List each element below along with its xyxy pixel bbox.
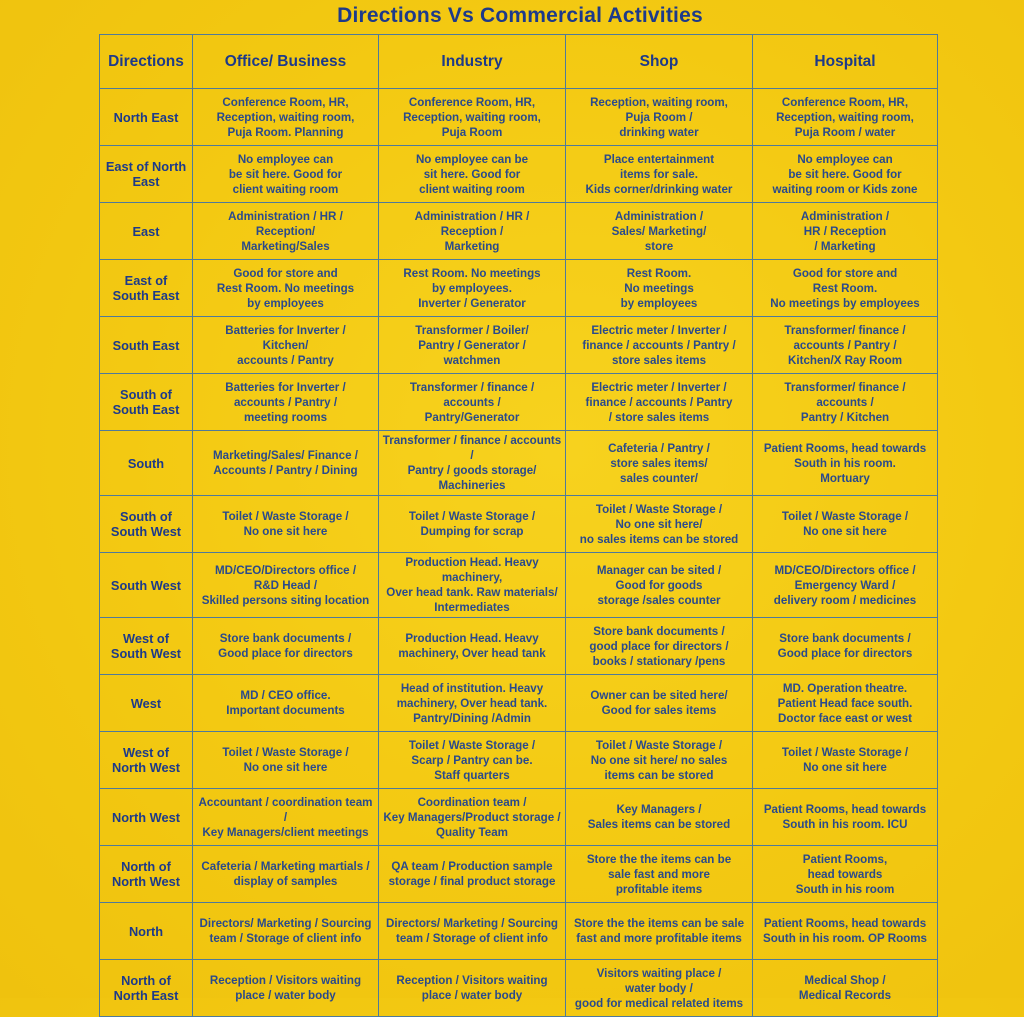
- office-business-cell: No employee can be sit here. Good for client waiting room: [193, 146, 379, 203]
- table-row: [100, 431, 938, 496]
- shop-cell: Rest Room. No meetings by employees: [566, 260, 753, 317]
- hospital-cell: Store bank documents / Good place for directors: [753, 618, 938, 675]
- industry-cell: Transformer / finance / accounts / Pantry / goods storage/ Machineries: [379, 431, 566, 496]
- office-business-cell: Store bank documents / Good place for directors: [193, 618, 379, 675]
- page-title: Directions Vs Commercial Activities: [337, 4, 703, 27]
- header-hospital: Hospital: [753, 35, 938, 89]
- hospital-cell: Toilet / Waste Storage / No one sit here: [753, 496, 938, 553]
- direction-cell: West: [100, 675, 193, 732]
- office-business-cell: Batteries for Inverter / Kitchen/ accounts / Pantry: [193, 317, 379, 374]
- table-row: [100, 146, 938, 203]
- hospital-cell: Administration / HR / Reception / Marketing: [753, 203, 938, 260]
- table-row: [100, 789, 938, 846]
- office-business-cell: Toilet / Waste Storage / No one sit here: [193, 732, 379, 789]
- industry-cell: Toilet / Waste Storage / Scarp / Pantry can be. Staff quarters: [379, 732, 566, 789]
- table-row: [100, 553, 938, 618]
- shop-cell: Owner can be sited here/ Good for sales items: [566, 675, 753, 732]
- hospital-cell: No employee can be sit here. Good for waiting room or Kids zone: [753, 146, 938, 203]
- table-row: [100, 203, 938, 260]
- hospital-cell: Transformer/ finance / accounts / Pantry / Kitchen/X Ray Room: [753, 317, 938, 374]
- hospital-cell: Toilet / Waste Storage / No one sit here: [753, 732, 938, 789]
- hospital-cell: Patient Rooms, head towards South in his room. ICU: [753, 789, 938, 846]
- shop-cell: Visitors waiting place / water body / good for medical related items: [566, 960, 753, 1017]
- hospital-cell: Patient Rooms, head towards South in his room. OP Rooms: [753, 903, 938, 960]
- hospital-cell: MD/CEO/Directors office / Emergency Ward / delivery room / medicines: [753, 553, 938, 618]
- shop-cell: Electric meter / Inverter / finance / accounts / Pantry / store sales items: [566, 374, 753, 431]
- direction-cell: West of North West: [100, 732, 193, 789]
- industry-cell: Transformer / Boiler/ Pantry / Generator / watchmen: [379, 317, 566, 374]
- industry-cell: Rest Room. No meetings by employees. Inverter / Generator: [379, 260, 566, 317]
- header-directions: Directions: [100, 35, 193, 89]
- direction-cell: North of North West: [100, 846, 193, 903]
- shop-cell: Electric meter / Inverter / finance / accounts / Pantry / store sales items: [566, 317, 753, 374]
- direction-cell: North: [100, 903, 193, 960]
- direction-cell: East of North East: [100, 146, 193, 203]
- shop-cell: Toilet / Waste Storage / No one sit here/ no sales items can be stored: [566, 732, 753, 789]
- shop-cell: Administration / Sales/ Marketing/ store: [566, 203, 753, 260]
- industry-cell: Conference Room, HR, Reception, waiting room, Puja Room: [379, 89, 566, 146]
- direction-cell: South West: [100, 553, 193, 618]
- header-shop: Shop: [566, 35, 753, 89]
- table-row: [100, 374, 938, 431]
- table-row: [100, 732, 938, 789]
- office-business-cell: Cafeteria / Marketing martials / display of samples: [193, 846, 379, 903]
- shop-cell: Store bank documents / good place for directors / books / stationary /pens: [566, 618, 753, 675]
- office-business-cell: Toilet / Waste Storage / No one sit here: [193, 496, 379, 553]
- hospital-cell: Conference Room, HR, Reception, waiting room, Puja Room / water: [753, 89, 938, 146]
- direction-cell: North of North East: [100, 960, 193, 1017]
- industry-cell: Directors/ Marketing / Sourcing team / Storage of client info: [379, 903, 566, 960]
- office-business-cell: Accountant / coordination team / Key Managers/client meetings: [193, 789, 379, 846]
- office-business-cell: MD / CEO office. Important documents: [193, 675, 379, 732]
- header-row: [100, 35, 938, 89]
- office-business-cell: Reception / Visitors waiting place / water body: [193, 960, 379, 1017]
- office-business-cell: Conference Room, HR, Reception, waiting room, Puja Room. Planning: [193, 89, 379, 146]
- industry-cell: Reception / Visitors waiting place / water body: [379, 960, 566, 1017]
- office-business-cell: Marketing/Sales/ Finance / Accounts / Pantry / Dining: [193, 431, 379, 496]
- hospital-cell: Transformer/ finance / accounts / Pantry / Kitchen: [753, 374, 938, 431]
- table-row: [100, 675, 938, 732]
- shop-cell: Store the the items can be sale fast and more profitable items: [566, 903, 753, 960]
- table-row: [100, 618, 938, 675]
- direction-cell: South of South East: [100, 374, 193, 431]
- table-row: [100, 903, 938, 960]
- direction-cell: North West: [100, 789, 193, 846]
- shop-cell: Manager can be sited / Good for goods storage /sales counter: [566, 553, 753, 618]
- office-business-cell: MD/CEO/Directors office / R&D Head / Skilled persons siting location: [193, 553, 379, 618]
- hospital-cell: MD. Operation theatre. Patient Head face south. Doctor face east or west: [753, 675, 938, 732]
- office-business-cell: Directors/ Marketing / Sourcing team / Storage of client info: [193, 903, 379, 960]
- office-business-cell: Batteries for Inverter / accounts / Pantry / meeting rooms: [193, 374, 379, 431]
- header-office-business: Office/ Business: [193, 35, 379, 89]
- shop-cell: Key Managers / Sales items can be stored: [566, 789, 753, 846]
- direction-cell: South of South West: [100, 496, 193, 553]
- industry-cell: Production Head. Heavy machinery, Over head tank. Raw materials/ Intermediates: [379, 553, 566, 618]
- industry-cell: Coordination team / Key Managers/Product storage / Quality Team: [379, 789, 566, 846]
- direction-cell: South: [100, 431, 193, 496]
- hospital-cell: Medical Shop / Medical Records: [753, 960, 938, 1017]
- industry-cell: No employee can be sit here. Good for client waiting room: [379, 146, 566, 203]
- shop-cell: Place entertainment items for sale. Kids corner/drinking water: [566, 146, 753, 203]
- directions-table: [99, 34, 938, 1017]
- shop-cell: Store the the items can be sale fast and more profitable items: [566, 846, 753, 903]
- industry-cell: Transformer / finance / accounts / Pantry/Generator: [379, 374, 566, 431]
- table-row: [100, 89, 938, 146]
- direction-cell: East of South East: [100, 260, 193, 317]
- industry-cell: Administration / HR / Reception / Marketing: [379, 203, 566, 260]
- table-row: [100, 317, 938, 374]
- hospital-cell: Patient Rooms, head towards South in his room: [753, 846, 938, 903]
- hospital-cell: Good for store and Rest Room. No meetings by employees: [753, 260, 938, 317]
- office-business-cell: Administration / HR / Reception/ Marketing/Sales: [193, 203, 379, 260]
- table-row: [100, 496, 938, 553]
- header-industry: Industry: [379, 35, 566, 89]
- industry-cell: Head of institution. Heavy machinery, Over head tank. Pantry/Dining /Admin: [379, 675, 566, 732]
- hospital-cell: Patient Rooms, head towards South in his room. Mortuary: [753, 431, 938, 496]
- office-business-cell: Good for store and Rest Room. No meetings by employees: [193, 260, 379, 317]
- direction-cell: East: [100, 203, 193, 260]
- industry-cell: Toilet / Waste Storage / Dumping for scrap: [379, 496, 566, 553]
- table-row: [100, 260, 938, 317]
- industry-cell: Production Head. Heavy machinery, Over head tank: [379, 618, 566, 675]
- industry-cell: QA team / Production sample storage / final product storage: [379, 846, 566, 903]
- direction-cell: West of South West: [100, 618, 193, 675]
- table-row: [100, 960, 938, 1017]
- direction-cell: South East: [100, 317, 193, 374]
- shop-cell: Reception, waiting room, Puja Room / drinking water: [566, 89, 753, 146]
- shop-cell: Cafeteria / Pantry / store sales items/ sales counter/: [566, 431, 753, 496]
- shop-cell: Toilet / Waste Storage / No one sit here/ no sales items can be stored: [566, 496, 753, 553]
- table-row: [100, 846, 938, 903]
- direction-cell: North East: [100, 89, 193, 146]
